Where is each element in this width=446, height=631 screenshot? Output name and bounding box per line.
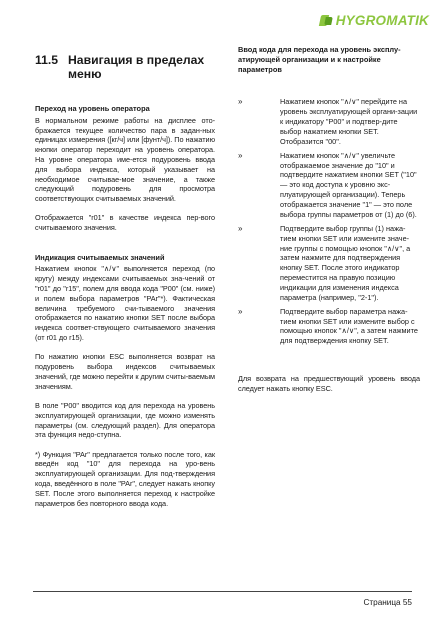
bullet-icon: » (238, 223, 243, 233)
bullet-icon: » (238, 97, 243, 107)
operator-level-heading: Переход на уровень оператора (35, 104, 150, 113)
list-item: » Подтвердите выбор параметра нажа-тием кнопки SET или измените выбор с помощью кнопок "∧/∨", а затем нажмите для подтверждения кнопку SET. (238, 306, 418, 346)
droplet-logo-icon (320, 14, 333, 27)
paragraph-p00: В поле "P00" вводится код для перехода на уровень эксплуатирующей организации, где можно изменять параметры (см. следующий раздел). Для оператора эта функция недо-ступна. (35, 400, 215, 440)
chapter-number: 11.5 (35, 53, 59, 67)
footer-divider (33, 591, 412, 592)
logo-wordmark: HYGROMATIK (335, 12, 429, 28)
readout-display-heading: Индикация считываемых значений (35, 252, 165, 262)
hygromatik-logo (320, 12, 429, 28)
page-number: Страница 55 (363, 598, 412, 607)
paragraph-footnote-par: *) Функция "PAr" предлагается только после того, как введён код "10" для перехода на уро-вень эксплуатирующей организации. Для под-тверждения кода, введённого в поле "PAr", следует нажать кнопку SET. После этого выполняется переход к настройке параметров без повторного ввода кода. (35, 449, 215, 508)
bullet-icon: » (238, 306, 243, 316)
list-item: » Нажатием кнопок "∧/∨" перейдите на уровень эксплуатирующей органи-зации к индикатору "P00" и подтвер-дите выбор нажатием кнопки SET. Отобразится "00". (238, 97, 418, 146)
paragraph-esc: По нажатию кнопки ESC выполняется возврат на подуровень выбора индексов считываемых значений, где можно перейти к другим считы-ваемым значениям. (35, 352, 215, 391)
instruction-list (238, 97, 420, 346)
paragraph-r01: Отображается "r01" в качестве индекса пер-вого считываемого значения. (35, 213, 215, 233)
list-item: » Подтвердите выбор группы (1) нажа-тием кнопки SET или измените значе-ние группы с помощью кнопок "∧/∨", а затем нажмите для подтверждения кнопку SET. После этого индикатор переместится на правую позицию индикации для изменения индекса параметра (например, "2-1"). (238, 223, 411, 302)
bullet-icon: » (238, 150, 243, 160)
chapter-title: Навигация в пределах меню (68, 53, 205, 81)
paragraph-return-esc: Для возврата на предшествующий уровень ввода следует нажать кнопку ESC. (238, 374, 420, 393)
chapter-heading (35, 53, 215, 81)
code-entry-heading: Ввод кода для перехода на уровень эксплу-атирующей организации и к настройке параметров (238, 45, 401, 74)
left-column (35, 45, 215, 518)
list-item: » Нажатием кнопок "∧/∨" увеличьте отображаемое значение до "10" и подтвердите нажатием кнопки SET ("10" — это код доступа к уровню экс-плуатирующей организации). Теперь отображается значение "1" — это поле выбора группы параметров от (1) до (6). (238, 150, 417, 219)
right-column (238, 45, 420, 403)
paragraph-index-navigation: Нажатием кнопок "∧/∨" выполняется переход (по кругу) между индексами считываемых зна-чений от "r01" до "r15", полем для ввода кода "P00" (см. ниже) и полем выбора параметров "PAr"*). Фактическая величина требуемого счи-тываемого значения отображается по нажатию кнопки SET после выбора индекса соответ-ствующего считываемого значения (от r01 до r15). (35, 264, 215, 342)
paragraph-operator: В нормальном режиме работы на дисплее ото-бражается текущее количество пара в задан-ных единицах измерения ([кг/ч] или [фунт/ч]). По нажатию кнопки оператор переходит на уровень оператора. На уровне оператора име-ется подуровень ввода для выбора индекса, который указывает на необходимое считывае-мое значение, а также следующий подуровень для просмотра соответствующих считываемых значений. (35, 115, 215, 204)
